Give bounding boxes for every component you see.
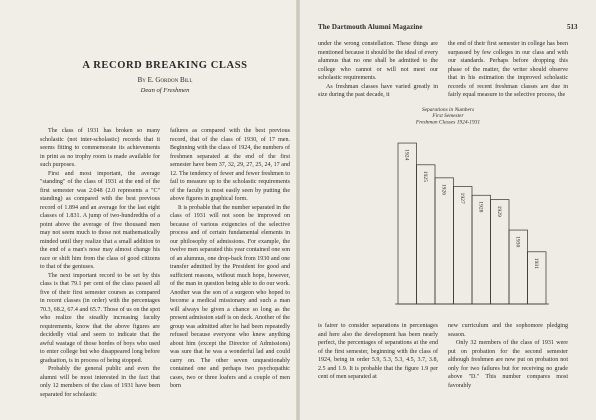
chart-bar-label-1924: 1924: [403, 149, 410, 161]
paragraph: new curriculum and the sophomore pledging season.: [448, 323, 568, 338]
chart-bar-label-1927: 1927: [458, 192, 465, 204]
author-title: Dean of Freshmen: [140, 87, 190, 94]
paragraph: It is probable that the number separated in the class of 1931 will not soon be improved on because of various exigencies of the selective process and of certain fundamental elements in our philosophy of admissions. For example, the twelve men separated this year contained one son of an alumnus, one drop-back from 1930 and one transfer admitted by the President for good and sufficient reasons, without much hope, however, of the man in question being able to do our work. Another was the son of a surgeon who hoped to become a medical missionary and such a man will always be given a chance so long as the present admission staff is on deck. Another of the group was admitted after he had been repeatedly refused because everyone who knew anything about him (except the Director of Admissions) was sure that he was a wonderful lad and could carry on. The other seven unquestionably contained one and perhaps two psychopathic cases, two or three loafers and a couple of men born: [170, 204, 290, 390]
chart-svg: [352, 100, 564, 310]
paragraph: As freshman classes have varied greatly in size during the past decade, it: [318, 83, 438, 99]
chart-bar-label-1929: 1929: [495, 205, 502, 217]
byline: By E. Gordon Bill: [137, 76, 193, 84]
chart-bar-label-1928: 1928: [477, 201, 484, 213]
paragraph: failures as compared with the best previous record, that of the class of 1930, of 17 men. Beginning with the class of 1924, the numbers of freshmen separated at the end of the first semester have been 37, 32, 29, 27, 25, 24, 17 and 12. The tendency of fewer and fewer freshmen to fail to measure up to the scholastic requirements of the faculty is most easily seen by putting the above figures in graphical form.: [170, 128, 290, 203]
separations-chart: [352, 100, 564, 310]
chart-bar-1927: [454, 187, 473, 304]
paragraph: Probably the general public and even the alumni will be most interested in the fact that only 12 members of the class of 1931 have been separated for scholastic: [40, 366, 160, 398]
text-column-6: [448, 322, 568, 420]
running-head: The Dartmouth Alumni Magazine: [318, 23, 423, 31]
paragraph: The next important record to be set by this class is that 79.1 per cent of the class passed all five of their first semester courses as compared in recent classes (in order) with the percentages 70.3, 68.2, 67.4 and 65.7. Those of us on the spot who realize the steadily increasing faculty requirements, know that the above figures are decidedly vital and seem to indicate that the awful wastage of those hordes of boys who used to enter college but who disappeared long before graduation, is in process of being stopped.: [40, 272, 160, 364]
chart-bar-label-1931: 1931: [532, 257, 539, 269]
text-column-1: [40, 127, 160, 420]
text-column-2: [170, 127, 290, 420]
chart-bar-label-1926: 1926: [440, 183, 447, 196]
paragraph: under the wrong constellation. These things are mentioned because it should be the ideal of every alumnus that no one shall be admitted to the college who cannot or will not meet our scholastic requirements.: [318, 41, 438, 82]
page-gutter: [296, 0, 300, 420]
chart-title: Separations in Numbers First Semester Freshman Classes 1924-1931: [415, 107, 481, 126]
chart-bar-label-1930: 1930: [514, 236, 521, 248]
chart-bar-label-1925: 1925: [421, 170, 428, 182]
text-column-5: [318, 322, 438, 420]
page-number: 513: [567, 23, 578, 31]
chart-bar-1924: [398, 143, 417, 304]
paragraph: The class of 1931 has broken so many scholastic (not inter-scholastic) records that it seems fitting to commemorate its achievements in print as no trophy room is made available for such purposes.: [40, 128, 160, 169]
paragraph: is fairer to consider separations in percentages and here also the development has been nearly perfect, the percentages of separations at the end of the first semester, beginning with the class of 1924, being in order 5.9, 5.3, 5.3, 4.5, 3.7, 3.8, 2.5 and 1.9. It is probable that the figure 1.9 per cent of men separated at: [318, 323, 438, 381]
article-title: A RECORD BREAKING CLASS: [82, 60, 248, 71]
paragraph: the end of their first semester in college has been surpassed by few colleges in our class and with our standards. Perhaps before dropping this phase of the matter, the writer should observe that in his estimation the improved scholastic records of recent freshman classes are due in fairly equal measure to the selective process, the: [448, 41, 568, 99]
paragraph: Only 32 members of the class of 1931 were put on probation for the second semester although freshmen are now put on probation not only for two failures but for receiving no grade above "D." This number compares most favorably: [448, 340, 568, 389]
paragraph: First and most important, the average "standing" of the class of 1931 at the end of the first semester was 2.048 (2.0 represents a "C" standing) as compared with the best previous record of 1.894 and an average for the last eight classes of 1.831. A jump of two-hundredths of a point above the average of five thousand men may not seem much to those not mathematically minded until they realize that a small addition to the end of a man's nose may almost change his race or shift him from the class of good citizens to that of the geniuses.: [40, 170, 160, 271]
chart-bar-1925: [417, 165, 436, 304]
chart-bar-1926: [435, 178, 454, 304]
